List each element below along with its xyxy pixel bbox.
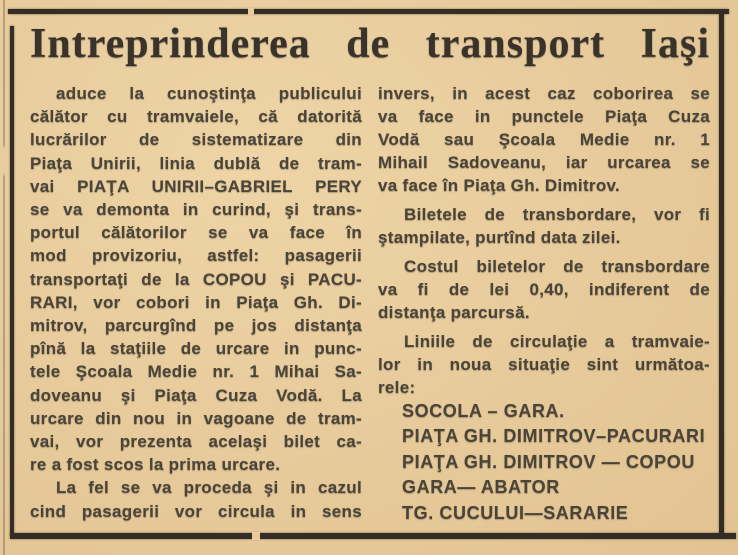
tram-route-line: PIAŢA GH. DIMITROV — COPOU <box>402 451 695 472</box>
body-text-line: cind pasagerii vor circula in sens <box>30 501 362 521</box>
body-text-line: pînă la staţiile de urcare in punc- <box>30 339 362 359</box>
body-text-line: aduce la cunoştinţa publicului <box>56 84 362 103</box>
frame-border-bottom-print-gap <box>252 532 260 540</box>
body-text-line: lor in noua situaţie sint următoa- <box>378 355 710 374</box>
tram-route-line: SOCOLA – GARA. <box>402 401 565 421</box>
body-text-line: doveanu şi Piaţa Cuza Vodă. La <box>30 385 362 405</box>
body-text-line: Liniile de circulaţie a tramvaie- <box>404 332 710 351</box>
body-text-line: va fi de lei 0,40, indiferent de <box>378 280 710 299</box>
frame-border-top-print-gap <box>248 8 254 15</box>
body-text-line: Piaţa Unirii, linia dublă de tram- <box>30 153 362 173</box>
body-text-line: va face in punctele Piaţa Cuza <box>378 107 710 126</box>
article-columns <box>30 82 710 526</box>
body-text-line: tele Şcoala Medie nr. 1 Mihai Sa- <box>30 362 362 382</box>
frame-border-top <box>8 9 729 14</box>
body-text-line: va face în Piaţa Gh. Dimitrov. <box>378 176 621 195</box>
body-text-line: Biletele de transbordare, vor fi <box>404 205 710 224</box>
body-text-line: Mihail Sadoveanu, iar urcarea se <box>378 153 710 172</box>
tram-route-line: GARA— ABATOR <box>402 477 560 498</box>
body-text-line: distanţa parcursă. <box>378 303 530 322</box>
frame-border-bottom <box>10 533 736 539</box>
body-text-line: Vodă sau Şcoala Medie nr. 1 <box>378 130 710 149</box>
article-headline: Intreprinderea de transport Iaşi <box>30 21 710 67</box>
body-text-line: ştampilate, purtînd data zilei. <box>378 228 621 247</box>
body-text-line: lucrărilor de sistematizare din <box>30 130 362 150</box>
body-text-line: portul călătorilor se va face în <box>30 223 362 243</box>
right-column <box>378 82 710 526</box>
tram-route-line: PIAŢA GH. DIMITROV–PACURARI <box>402 426 706 447</box>
body-text-line: invers, in acest caz coborirea se <box>378 84 710 103</box>
body-text-line: transportaţi de la COPOU şi PACU- <box>30 269 362 289</box>
body-text-line: La fel se va proceda şi in cazul <box>56 478 362 498</box>
body-text-line: rele: <box>378 378 416 397</box>
article <box>30 19 710 526</box>
body-text-line: urcare din nou in vagoane de tram- <box>30 408 362 428</box>
body-text-line: se va demonta in curind, şi trans- <box>30 200 362 220</box>
body-text-line: mitrov, parcurgînd pe jos distanţa <box>30 316 362 336</box>
body-text-line: mod provizoriu, astfel: pasagerii <box>30 246 362 266</box>
left-column <box>30 82 362 526</box>
frame-border-right <box>719 11 724 534</box>
body-text-line: vai PIAŢA UNIRII–GABRIEL PERY <box>30 176 362 196</box>
body-text-line: RARI, vor cobori in Piaţa Gh. Di- <box>30 292 362 312</box>
body-text-line: Costul biletelor de transbordare <box>404 257 710 276</box>
body-text-line: călător cu tramvaiele, că datorită <box>30 107 362 127</box>
body-text-line: vai, vor prezenta acelaşi bilet ca- <box>30 432 362 452</box>
tram-route-line: TG. CUCULUI—SARARIE <box>402 502 629 523</box>
adjacent-column-rule <box>3 0 5 555</box>
frame-border-left <box>10 26 14 536</box>
body-text-line: re a fost scos la prima urcare. <box>30 455 281 475</box>
